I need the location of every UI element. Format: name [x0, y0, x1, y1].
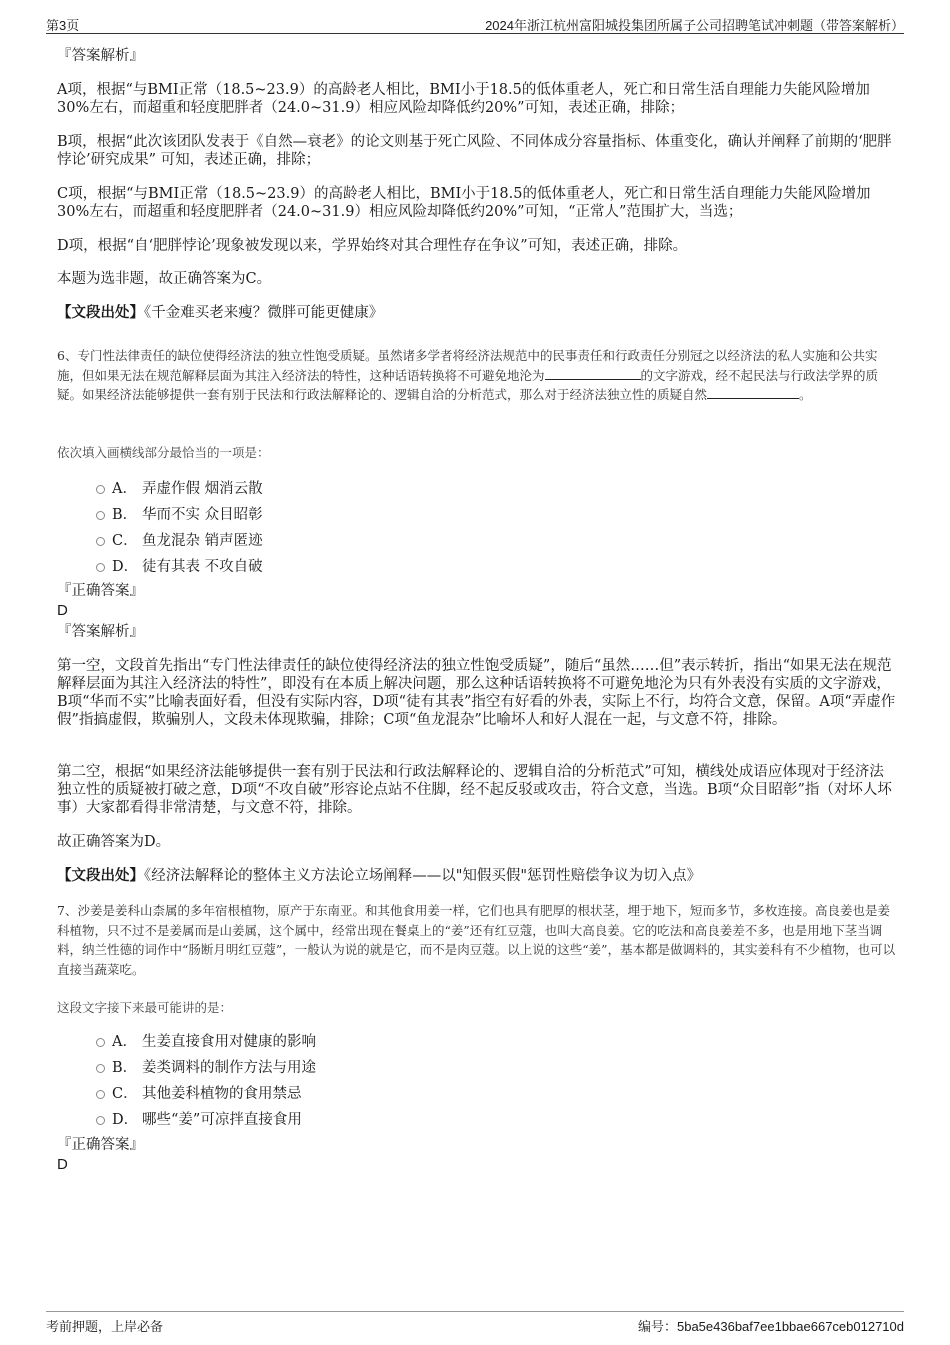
option-text: 哪些“姜”可凉拌直接食用: [142, 1112, 302, 1128]
q6-option-c[interactable]: [96, 529, 263, 549]
q6-source: [57, 867, 897, 885]
q6-answer-label: 『正确答案』: [57, 583, 144, 599]
q6-analysis-2: 第二空，根据“如果经济法能够提供一套有别于民法和行政法解释论的、逻辑自洽的分析范式”可知，横线处成语应体现对于经济法独立性的质疑被打破之意，D项“不攻自破”形容论点站不住脚，经不起反驳或攻击，符合文意，当选。B项“众目昭彰”指（对坏人坏事）大家都看得非常清楚，与文意不符，排除。: [57, 764, 892, 816]
option-letter: C．: [112, 533, 138, 549]
q7-question-text: 7、沙姜是姜科山柰属的多年宿根植物，原产于东南亚。和其他食用姜一样，它们也具有肥厚的根状茎，埋于地下，短而多节，多枚连接。高良姜也是姜科植物，只不过不是姜属而是山姜属，这个属中，经常出现在餐桌上的“姜”还有红豆蔻，也叫大高良姜。它的吃法和高良姜差不多，也是用地下茎当调料，纳兰性德的词作中“肠断月明红豆蔻”，一般认为说的就是它，而不是肉豆蔻。以上说的这些“姜”，基本都是做调料的，其实姜科有不少植物，也可以直接当蔬菜吃。: [57, 903, 896, 977]
q5-analysis-a: A项，根据“与BMI正常（18.5~23.9）的高龄老人相比，BMI小于18.5的低体重老人，死亡和日常生活自理能力失能风险增加30%左右，而超重和轻度肥胖者（24.0~31.9）相应风险却降低约20%”可知，表述正确，排除；: [57, 82, 870, 116]
radio-icon[interactable]: [96, 563, 105, 572]
q6-option-b[interactable]: [96, 503, 263, 523]
option-text: 华而不实 众目昭彰: [142, 507, 263, 523]
radio-icon[interactable]: [96, 1116, 105, 1125]
option-text: 其他姜科植物的食用禁忌: [142, 1086, 302, 1102]
q5-source: [57, 304, 897, 322]
q6-question-text: [57, 346, 897, 405]
radio-icon[interactable]: [96, 511, 105, 520]
document-title: 2024年浙江杭州富阳城投集团所属子公司招聘笔试冲刺题（带答案解析）: [485, 18, 904, 33]
q6-answer: D: [57, 602, 68, 619]
radio-icon[interactable]: [96, 1038, 105, 1047]
q6-blank-2: [707, 385, 799, 399]
option-letter: D．: [112, 559, 139, 575]
page-footer: [46, 1311, 904, 1336]
q6-analysis-1: 第一空，文段首先指出“专门性法律责任的缺位使得经济法的独立性饱受质疑”，随后“虽然……但”表示转折，指出“如果无法在规范解释层面为其注入经济法的特性”，即没有在本质上解决问题，那么这种话语转换将不可避免地沦为只有外表没有实质的文字游戏，B项“华而不实”比喻表面好看，但没有实际内容，D项“徒有其表”指空有好看的外表，实际上不行，均符合文意，保留。A项“弄虚作假”指搞虚假，欺骗别人，文段未体现欺骗，排除；C项“鱼龙混杂”比喻坏人和好人混在一起，与文意不符，排除。: [57, 658, 896, 728]
source-title: 《经济法解释论的整体主义方法论立场阐释——以"知假买假"惩罚性赔偿争议为切入点》: [144, 868, 702, 884]
q7-option-b[interactable]: [96, 1056, 316, 1076]
option-text: 徒有其表 不攻自破: [142, 559, 263, 575]
source-label: 【文段出处】: [57, 304, 144, 321]
page-number: 第3页: [46, 18, 80, 33]
source-label: 【文段出处】: [57, 867, 144, 884]
q7-answer: D: [57, 1156, 68, 1173]
option-text: 姜类调料的制作方法与用途: [142, 1060, 316, 1076]
q6-analysis-label: 『答案解析』: [57, 624, 144, 640]
q7-option-a[interactable]: [96, 1030, 316, 1050]
radio-icon[interactable]: [96, 1090, 105, 1099]
q7-option-d[interactable]: [96, 1108, 302, 1128]
q5-analysis-c: C项，根据“与BMI正常（18.5~23.9）的高龄老人相比，BMI小于18.5的低体重老人，死亡和日常生活自理能力失能风险增加30%左右，而超重和轻度肥胖者（24.0~31.9）相应风险却降低约20%”可知，“正常人”范围扩大，当选；: [57, 186, 871, 220]
option-text: 鱼龙混杂 销声匿迹: [142, 533, 263, 549]
option-letter: B．: [112, 1060, 138, 1076]
q7-prompt: 这段文字接下来最可能讲的是：: [57, 1000, 233, 1015]
q6-text-part3: 。: [799, 387, 812, 402]
option-letter: B．: [112, 507, 138, 523]
option-letter: D．: [112, 1112, 139, 1128]
radio-icon[interactable]: [96, 537, 105, 546]
radio-icon[interactable]: [96, 485, 105, 494]
q6-option-a[interactable]: [96, 477, 263, 497]
q7-option-c[interactable]: [96, 1082, 302, 1102]
q6-text-part2: 的文字游戏，经不起民法与行政法学界的质疑。如果经济法能够提供一套有别于民法和行政法解释论的、逻辑自洽的分析范式，那么对于经济法独立性的质疑自然: [57, 367, 879, 402]
option-text: 生姜直接食用对健康的影响: [142, 1034, 316, 1050]
radio-icon[interactable]: [96, 1064, 105, 1073]
option-letter: C．: [112, 1086, 138, 1102]
option-letter: A．: [112, 1034, 137, 1050]
q6-text-part1: 6、专门性法律责任的缺位使得经济法的独立性饱受质疑。虽然诸多学者将经济法规范中的民事责任和行政责任分别冠之以经济法的私人实施和公共实施，但如果无法在规范解释层面为其注入经济法的特性，这种话语转换将不可避免地沦为: [57, 348, 878, 383]
option-text: 弄虚作假 烟消云散: [142, 481, 263, 497]
option-letter: A．: [112, 481, 137, 497]
q6-option-d[interactable]: [96, 555, 263, 575]
q7-answer-label: 『正确答案』: [57, 1137, 144, 1153]
q5-analysis-b: B项，根据“此次该团队发表于《自然—衰老》的论文则基于死亡风险、不同体成分容量指标、体重变化，确认并阐释了前期的‘肥胖悖论’研究成果” 可知，表述正确，排除；: [57, 134, 892, 168]
source-title: 《千金难买老来瘦？微胖可能更健康》: [144, 305, 384, 321]
q5-conclusion: 本题为选非题，故正确答案为C。: [57, 271, 272, 287]
footer-serial: 编号：5ba5e436baf7ee1bbae667ceb012710d: [637, 1319, 904, 1334]
page-header: [46, 14, 904, 34]
q6-prompt: 依次填入画横线部分最恰当的一项是：: [57, 445, 270, 460]
q6-conclusion: 故正确答案为D。: [57, 834, 171, 850]
q6-blank-1: [545, 366, 641, 380]
footer-motto: 考前押题，上岸必备: [46, 1319, 164, 1334]
q5-analysis-label: 『答案解析』: [57, 48, 144, 64]
q5-analysis-d: D项，根据“自‘肥胖悖论’现象被发现以来，学界始终对其合理性存在争议”可知，表述正确，排除。: [57, 238, 688, 254]
